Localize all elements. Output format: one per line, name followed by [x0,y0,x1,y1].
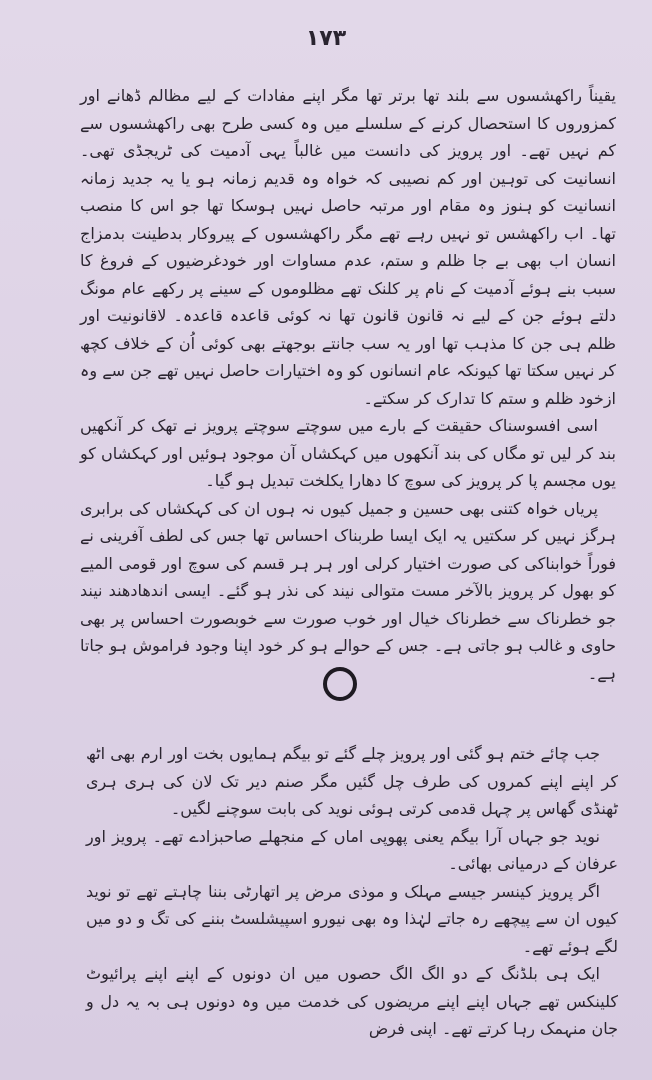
page-number: ١٧٣ [305,26,347,51]
section-break-circle-icon [323,667,357,701]
text-section-upper [80,82,616,687]
paragraph: پریاں خواہ کتنی بھی حسین و جمیل کیوں نہ ہوں ان کی کہکشاں کی برابری ہرگز نہیں کر سکتیں یہ ایک ایسا طربناک احساس تھا جس کی لطف آفرینی نے فوراً خوابناکی کی صورت اختیار کرلی اور ہر ہر قسم کی سوچ اور قومی المیے کو بھول کر پرویز بالآخر مست متوالی نیند کی نذر ہو گئے۔ ایسی اندھادھند نیند جو خطرناک سے خطرناک خیال اور خوب صورت سے خوبصورت احساس پر بھی حاوی و غالب ہو جاتی ہے۔ جس کے حوالے ہو کر خود اپنا وجود فراموش ہو جاتا ہے۔ [80,498,616,683]
paragraph: جب چائے ختم ہو گئی اور پرویز چلے گئے تو بیگم ہمایوں بخت اور ارم بھی اٹھ کر اپنے اپنے کمروں کی طرف چل گئیں مگر صنم دیر تک لان کی ہری ہری ٹھنڈی گھاس پر چہل قدمی کرتی ہوئی نوید کی بابت سوچنے لگیں۔ [86,744,618,818]
paragraph: یقیناً راکھشسوں سے بلند تھا برتر تھا مگر اپنے مفادات کے لیے مظالم ڈھانے اور کمزوروں کا استحصال کرنے کے سلسلے میں وہ کسی طرح بھی راکھشسوں سے کم نہیں تھے۔ اور پرویز کی دانست میں غالباً یہی آدمیت کی ٹریجڈی تھی۔ انسانیت کی توہین اور کم نصیبی کہ خواہ وہ قدیم زمانہ ہو یا یہ جدید زمانہ انسانیت کو ہنوز وہ مقام اور مرتبہ حاصل نہیں ہوسکا تھا جو اس کا منصب تھا۔ اب راکھشس تو نہیں رہے تھے مگر راکھشسوں کے پیروکار بدطینت بدمزاج انسان اب بھی بے جا ظلم و ستم، عدم مساوات اور خودغرضیوں کے فروغ کا سبب بنے ہوئے آدمیت کے نام پر کلنک تھے مظلوموں کے سینے پر رکھے عام مونگ دلتے ہوئے جن کے لیے نہ قانون قانون تھا نہ کوئی قاعدہ قاعدہ۔ لاقانونیت اور ظلم ہی جن کا مذہب تھا اور یہ سب جانتے بوجھتے بھی کوئی اُن کے خلاف کچھ کر نہیں سکتا تھا کیونکہ عام انسانوں کو وہ اختیارات حاصل نہیں تھے جن سے وہ ازخود ظلم و ستم کا تدارک کر سکتے۔ [80,86,616,408]
paragraph: اگر پرویز کینسر جیسے مہلک و موذی مرض پر اتھارٹی بننا چاہتے تھے تو نوید کیوں ان سے پیچھے رہ جاتے لہٰذا وہ بھی نیورو اسپیشلسٹ بننے کی تگ و دو میں لگے ہوئے تھے۔ [86,881,618,956]
paragraph: نوید جو جہاں آرا بیگم یعنی پھوپی اماں کے منجھلے صاحبزادے تھے۔ پرویز اور عرفان کے درمیانی بھائی۔ [86,826,618,873]
paragraph: اسی افسوسناک حقیقت کے بارے میں سوچتے سوچتے پرویز نے تھک کر آنکھیں بند کر لیں تو مگاں کی بند آنکھوں میں کہکشاں آن موجود ہوئیں اور کہکشاں کو یوں مجسم پا کر پرویز کی سوچ کا دھارا یکلخت تبدیل ہو گیا۔ [80,416,616,490]
text-section-lower [86,740,618,1043]
paragraph: ایک ہی بلڈنگ کے دو الگ الگ حصوں میں ان دونوں کے اپنے اپنے پرائیوٹ کلینکس تھے جہاں اپنے اپنے مریضوں کی خدمت میں وہ دونوں ہی بہ یہ دل و جان منہمک رہا کرتے تھے۔ اپنی فرض [86,964,618,1038]
